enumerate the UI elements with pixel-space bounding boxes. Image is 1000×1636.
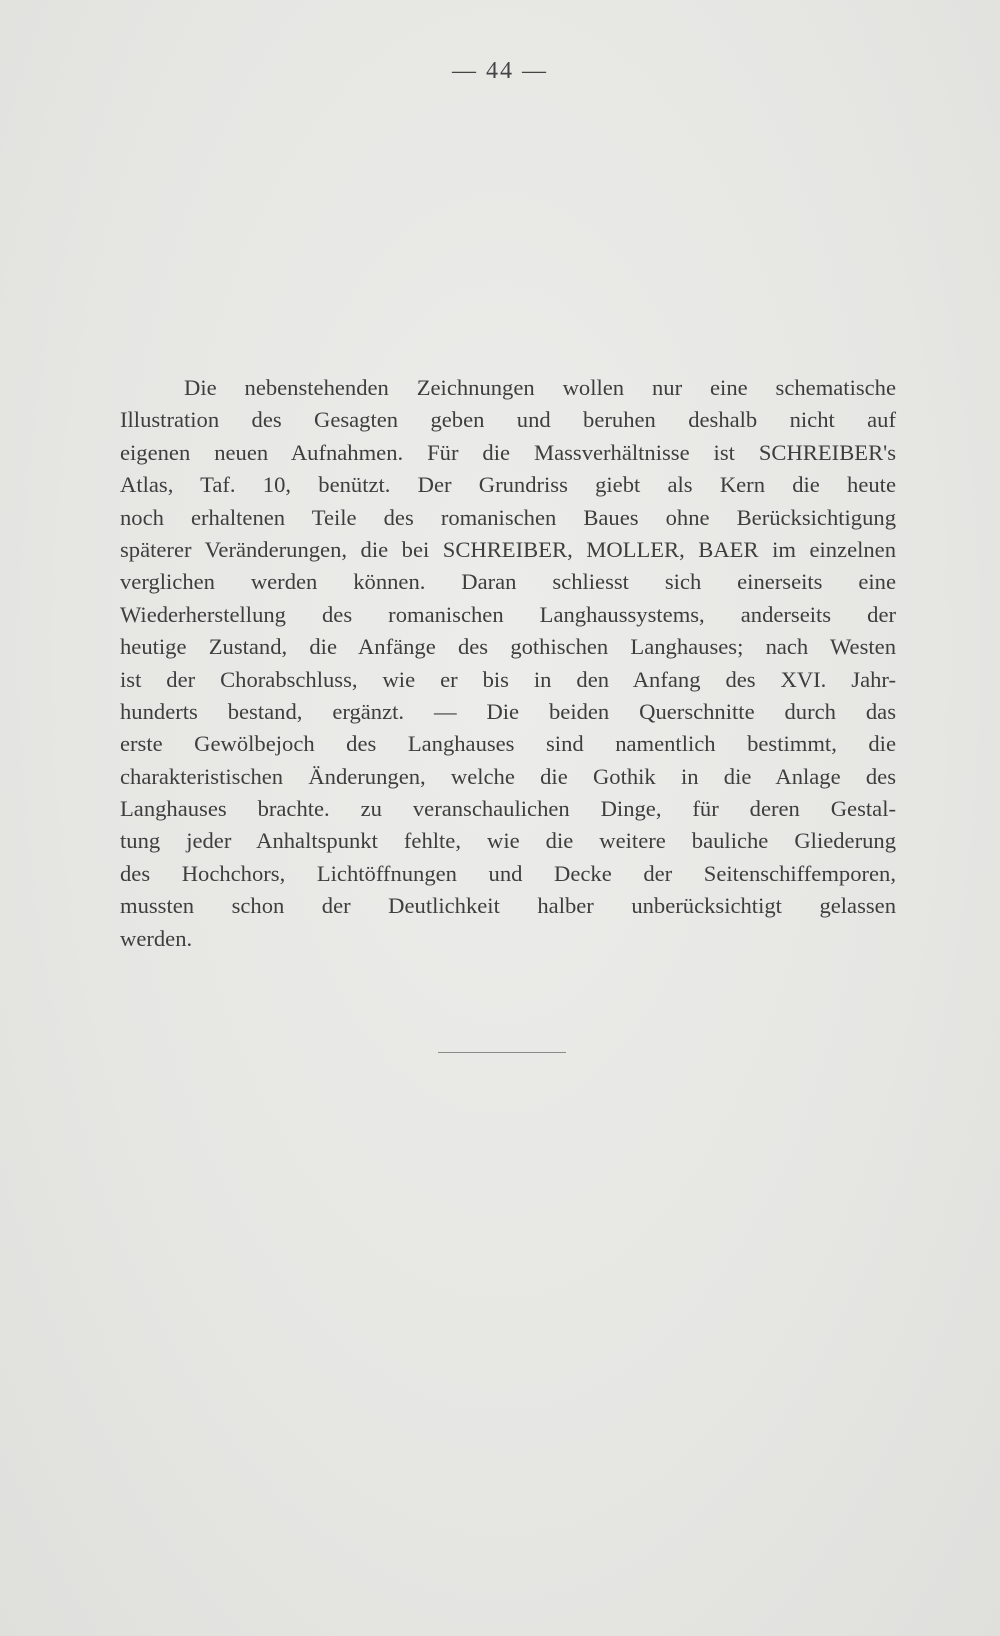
text-line: Atlas, Taf. 10, benützt. Der Grundriss giebt als Kern die heute [120,472,896,498]
text-line: hunderts bestand, ergänzt. — Die beiden Querschnitte durch das [120,698,896,724]
text-line: mussten schon der Deutlichkeit halber unberücksichtigt gelassen [120,893,896,919]
text-line: erste Gewölbejoch des Langhauses sind namentlich bestimmt, die [120,731,896,757]
text-line: werden. [120,925,193,951]
text-line: charakteristischen Änderungen, welche die Gothik in die Anlage des [120,763,896,789]
section-divider [438,1052,566,1053]
page-number: — 44 — [452,58,548,84]
text-line: Illustration des Gesagten geben und beruhen deshalb nicht auf [120,407,896,433]
text-line: Langhauses brachte. zu veranschaulichen Dinge, für deren Gestal- [120,796,896,822]
text-line: tung jeder Anhaltspunkt fehlte, wie die weitere bauliche Gliederung [120,828,896,854]
text-line: späterer Veränderungen, die bei SCHREIBER, MOLLER, BAER im einzelnen [120,536,896,562]
body-paragraph [120,372,896,955]
text-line: ist der Chorabschluss, wie er bis in den Anfang des XVI. Jahr- [120,666,896,692]
text-line: heutige Zustand, die Anfänge des gothischen Langhauses; nach Westen [120,634,896,660]
text-line: eigenen neuen Aufnahmen. Für die Massverhältnisse ist SCHREIBER's [120,439,896,465]
text-line: Wiederherstellung des romanischen Langhaussystems, anderseits der [120,601,896,627]
text-line: verglichen werden können. Daran schliesst sich einerseits eine [120,569,896,595]
text-line: Die nebenstehenden Zeichnungen wollen nur eine schematische [184,375,896,400]
text-line: noch erhaltenen Teile des romanischen Baues ohne Berücksichtigung [120,504,896,530]
text-line: des Hochchors, Lichtöffnungen und Decke der Seitenschiffemporen, [120,860,896,886]
